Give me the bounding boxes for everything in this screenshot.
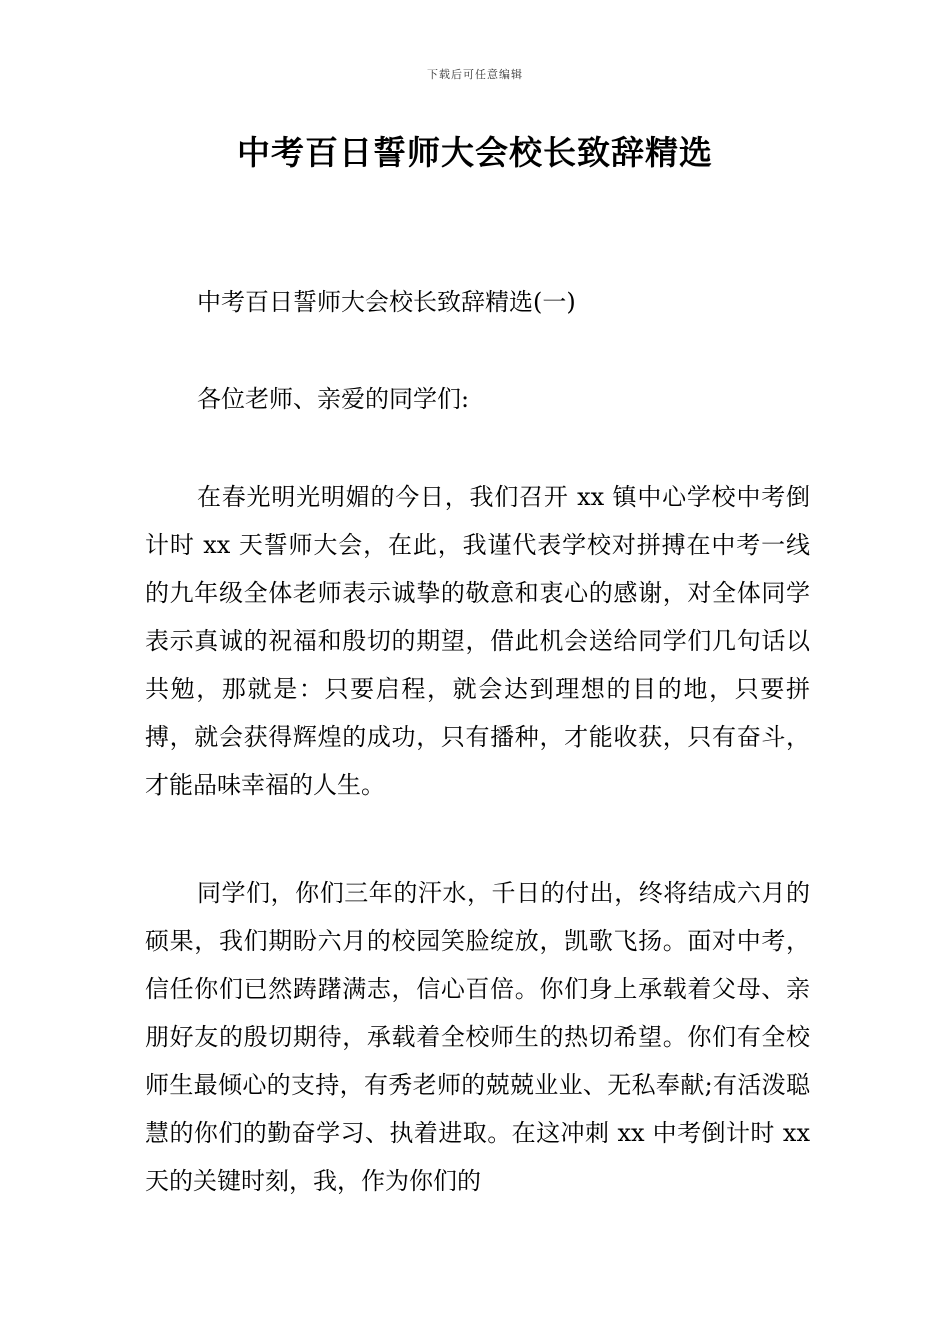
paragraph: 同学们，你们三年的汗水，千日的付出，终将结成六月的硕果，我们期盼六月的校园笑脸绽放，凯歌飞扬。面对中考，信任你们已然踌躇满志，信心百倍。你们身上承载着父母、亲朋好友的殷切期待，承载着全校师生的热切希望。你们有全校师生最倾心的支持，有秀老师的兢兢业业、无私奉献;有活泼聪慧的你们的勤奋学习、执着进取。在这冲刺 xx 中考倒计时 xx 天的关键时刻，我，作为你们的: [145, 879, 810, 1195]
header-note: 下载后可任意编辑: [427, 68, 523, 81]
salutation: 各位老师、亲爱的同学们:: [197, 385, 470, 413]
section-subheading: 中考百日誓师大会校长致辞精选(一): [197, 288, 576, 316]
document-title: 中考百日誓师大会校长致辞精选: [237, 133, 713, 172]
paragraph: 在春光明光明媚的今日，我们召开 xx 镇中心学校中考倒计时 xx 天誓师大会，在此，我谨代表学校对拼搏在中考一线的九年级全体老师表示诚挚的敬意和衷心的感谢，对全体同学表示真诚的祝福和殷切的期望，借此机会送给同学们几句话以共勉，那就是：只要启程，就会达到理想的目的地，只要拼搏，就会获得辉煌的成功，只有播种，才能收获，只有奋斗，才能品味幸福的人生。: [145, 483, 810, 799]
